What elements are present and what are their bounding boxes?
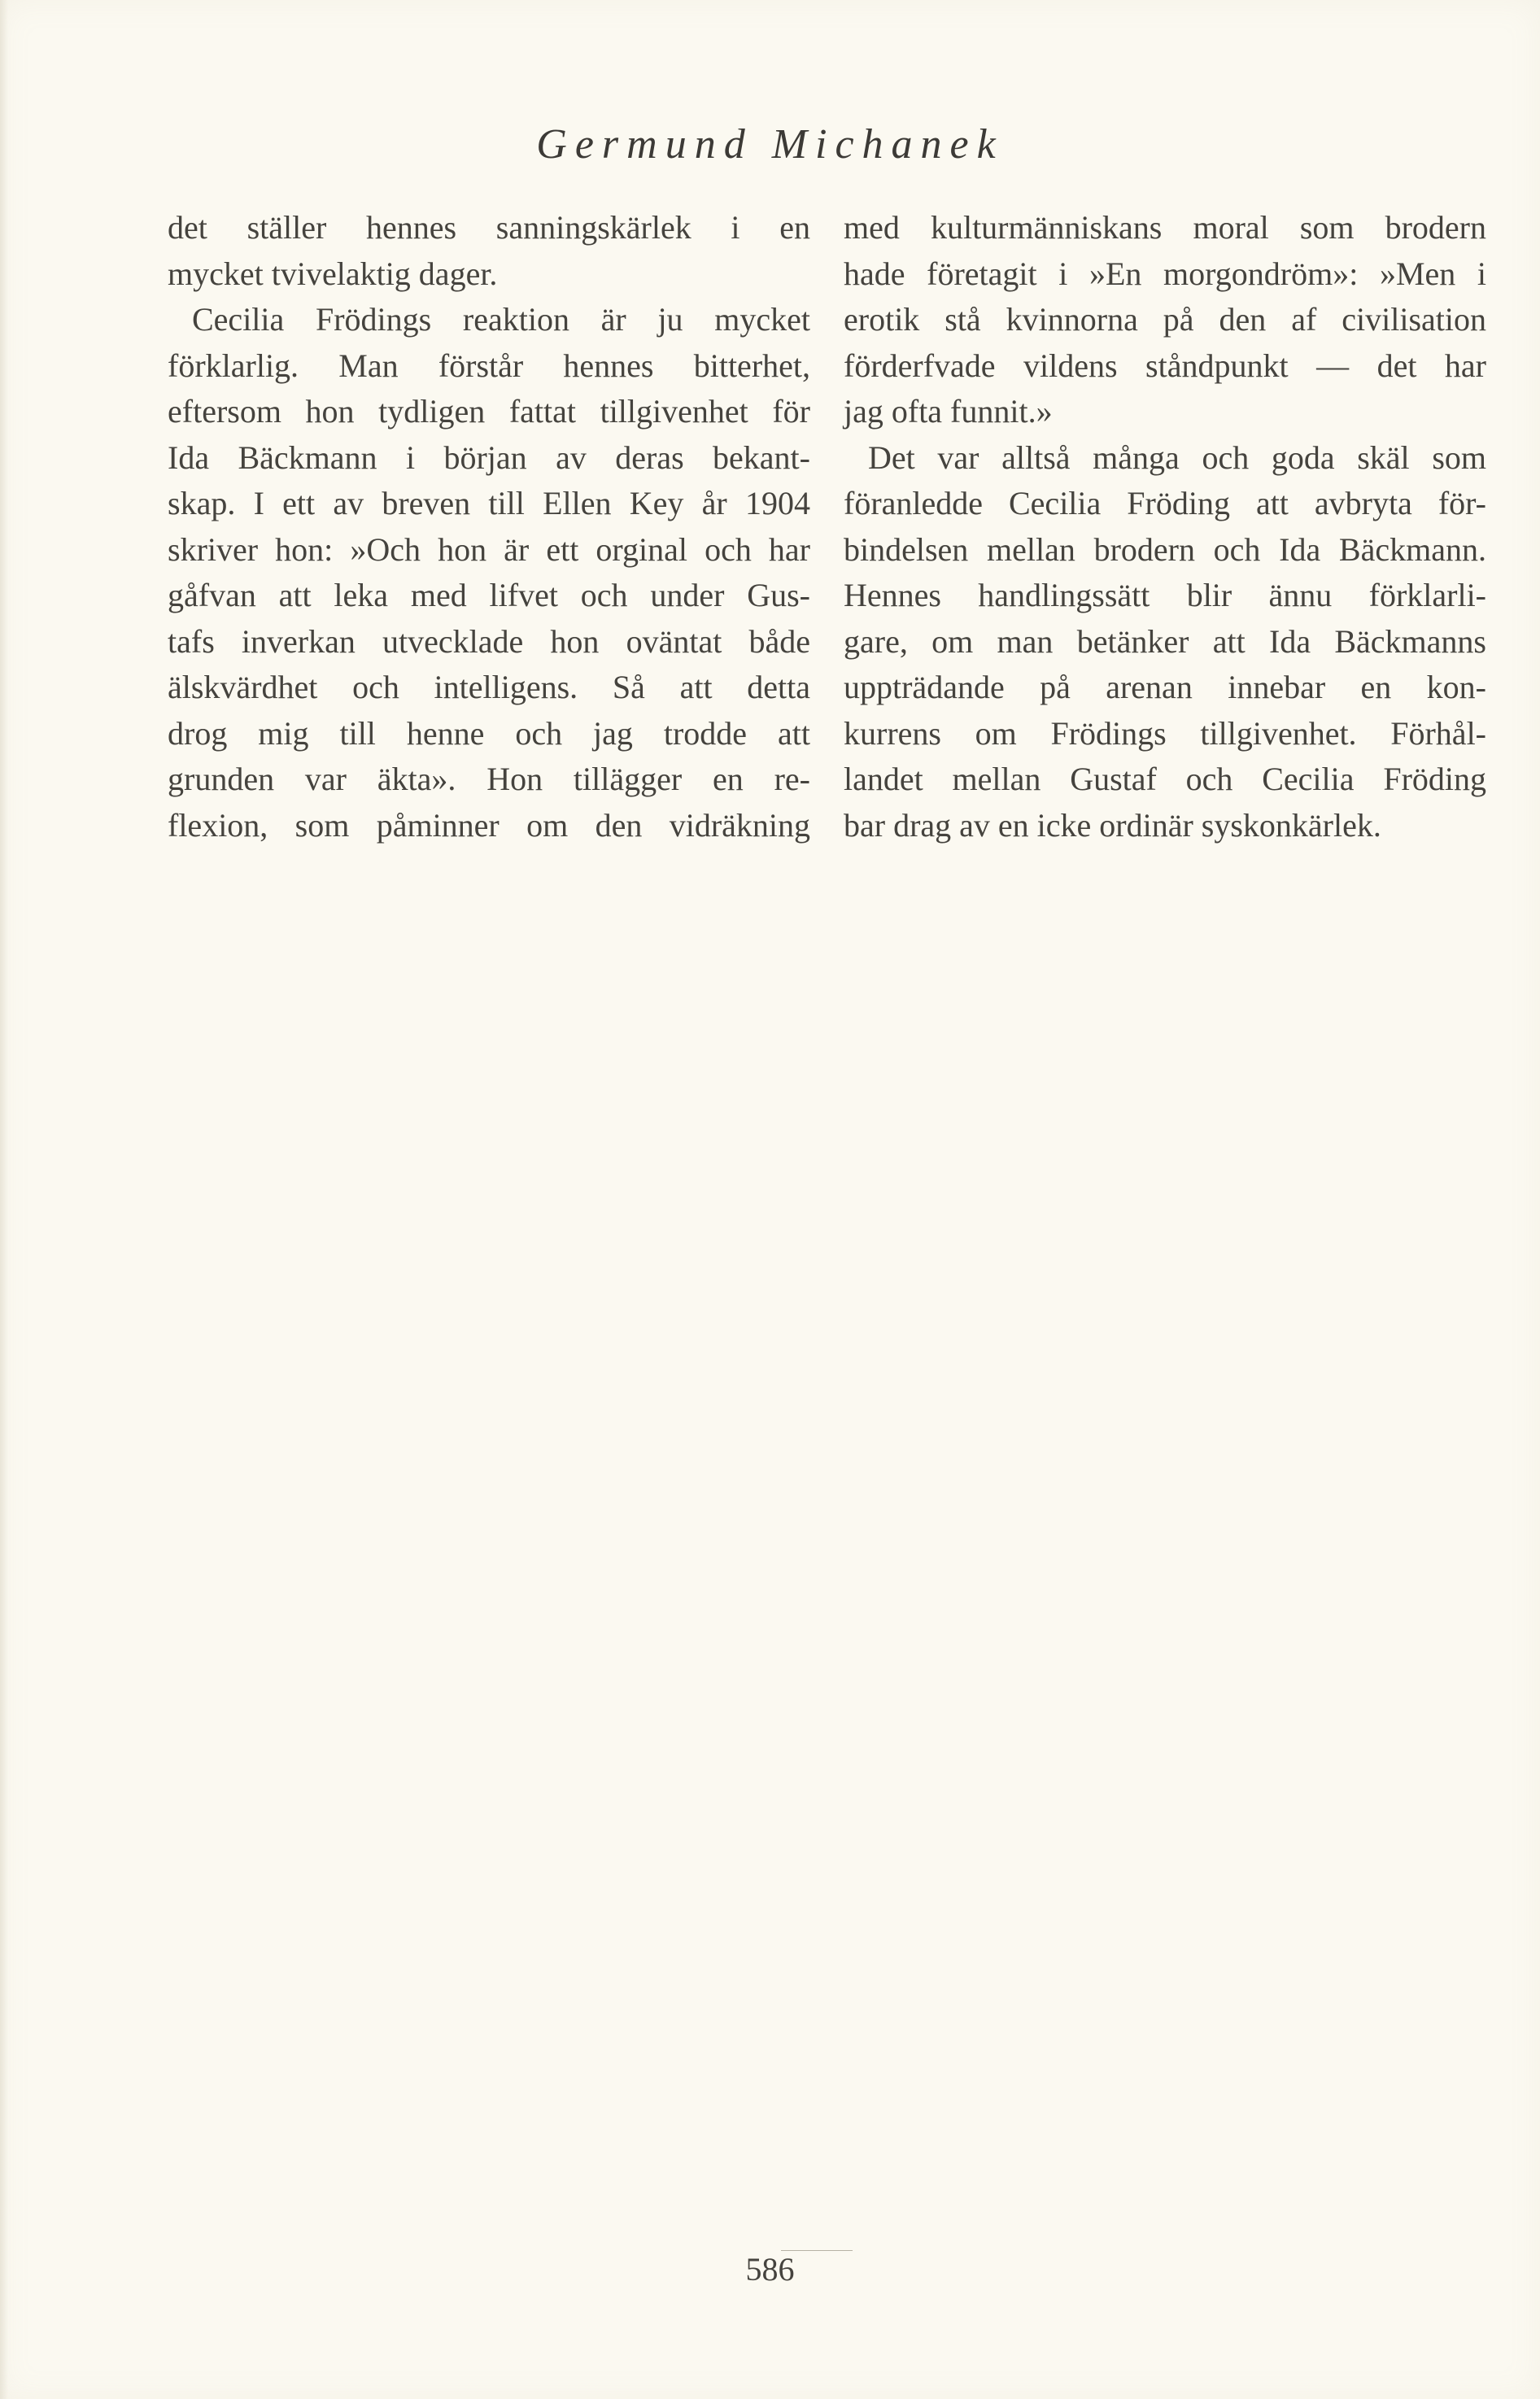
paragraph-first-line: Det var alltså många och goda skäl som xyxy=(868,438,1486,476)
text-line: skriver hon: »Och hon är ett orginal och har xyxy=(168,530,810,568)
text-line: flexion, som påminner om den vidräkning xyxy=(168,806,810,844)
running-title: Germund Michanek xyxy=(536,121,1004,168)
text-line: uppträdande på arenan innebar en kon- xyxy=(844,669,1486,705)
text-line: gare, om man betänker att Ida Bäckmanns xyxy=(844,622,1486,660)
text-line: bindelsen mellan brodern och Ida Bäckmann. xyxy=(844,530,1486,568)
text-line: drog mig till henne och jag trodde att xyxy=(168,714,810,752)
text-line: hade företagit i »En morgondröm»: »Men i xyxy=(844,255,1486,292)
text-line: landet mellan Gustaf och Cecilia Fröding xyxy=(844,761,1486,797)
text-line: eftersom hon tydligen fattat tillgivenhet för xyxy=(168,393,810,430)
text-line: föranledde Cecilia Fröding att avbryta för- xyxy=(844,485,1486,521)
text-line: älskvärdhet och intelligens. Så att detta xyxy=(168,669,810,705)
text-line: det ställer hennes sanningskärlek i en xyxy=(168,209,810,246)
text-line: grunden var äkta». Hon tillägger en re- xyxy=(168,761,810,797)
text-line: förderfvade vildens ståndpunkt — det har xyxy=(844,347,1486,384)
text-line: erotik stå kvinnorna på den af civilisation xyxy=(844,301,1486,338)
text-line: Hennes handlingssätt blir ännu förklarli- xyxy=(844,577,1486,613)
text-line: mycket tvivelaktig dager. xyxy=(168,255,498,292)
text-line: jag ofta funnit.» xyxy=(844,393,1053,430)
right-text-column xyxy=(844,205,1486,848)
paragraph-first-line: Cecilia Frödings reaktion är ju mycket xyxy=(192,301,810,338)
text-line: skap. I ett av breven till Ellen Key år 1904 xyxy=(168,485,810,521)
text-line: Ida Bäckmann i början av deras bekant- xyxy=(168,438,810,476)
text-line: kurrens om Frödings tillgivenhet. Förhål- xyxy=(844,714,1486,752)
page-edge-shadow xyxy=(0,0,8,2399)
text-line: förklarlig. Man förstår hennes bitterhet, xyxy=(168,347,810,384)
left-text-column xyxy=(168,205,810,848)
text-line: tafs inverkan utvecklade hon oväntat både xyxy=(168,622,810,660)
text-line: gåfvan att leka med lifvet och under Gus- xyxy=(168,577,810,613)
text-line: bar drag av en icke ordinär syskonkärlek. xyxy=(844,806,1381,844)
text-line: med kulturmänniskans moral som brodern xyxy=(844,209,1486,246)
page-number: 586 xyxy=(745,2251,795,2288)
